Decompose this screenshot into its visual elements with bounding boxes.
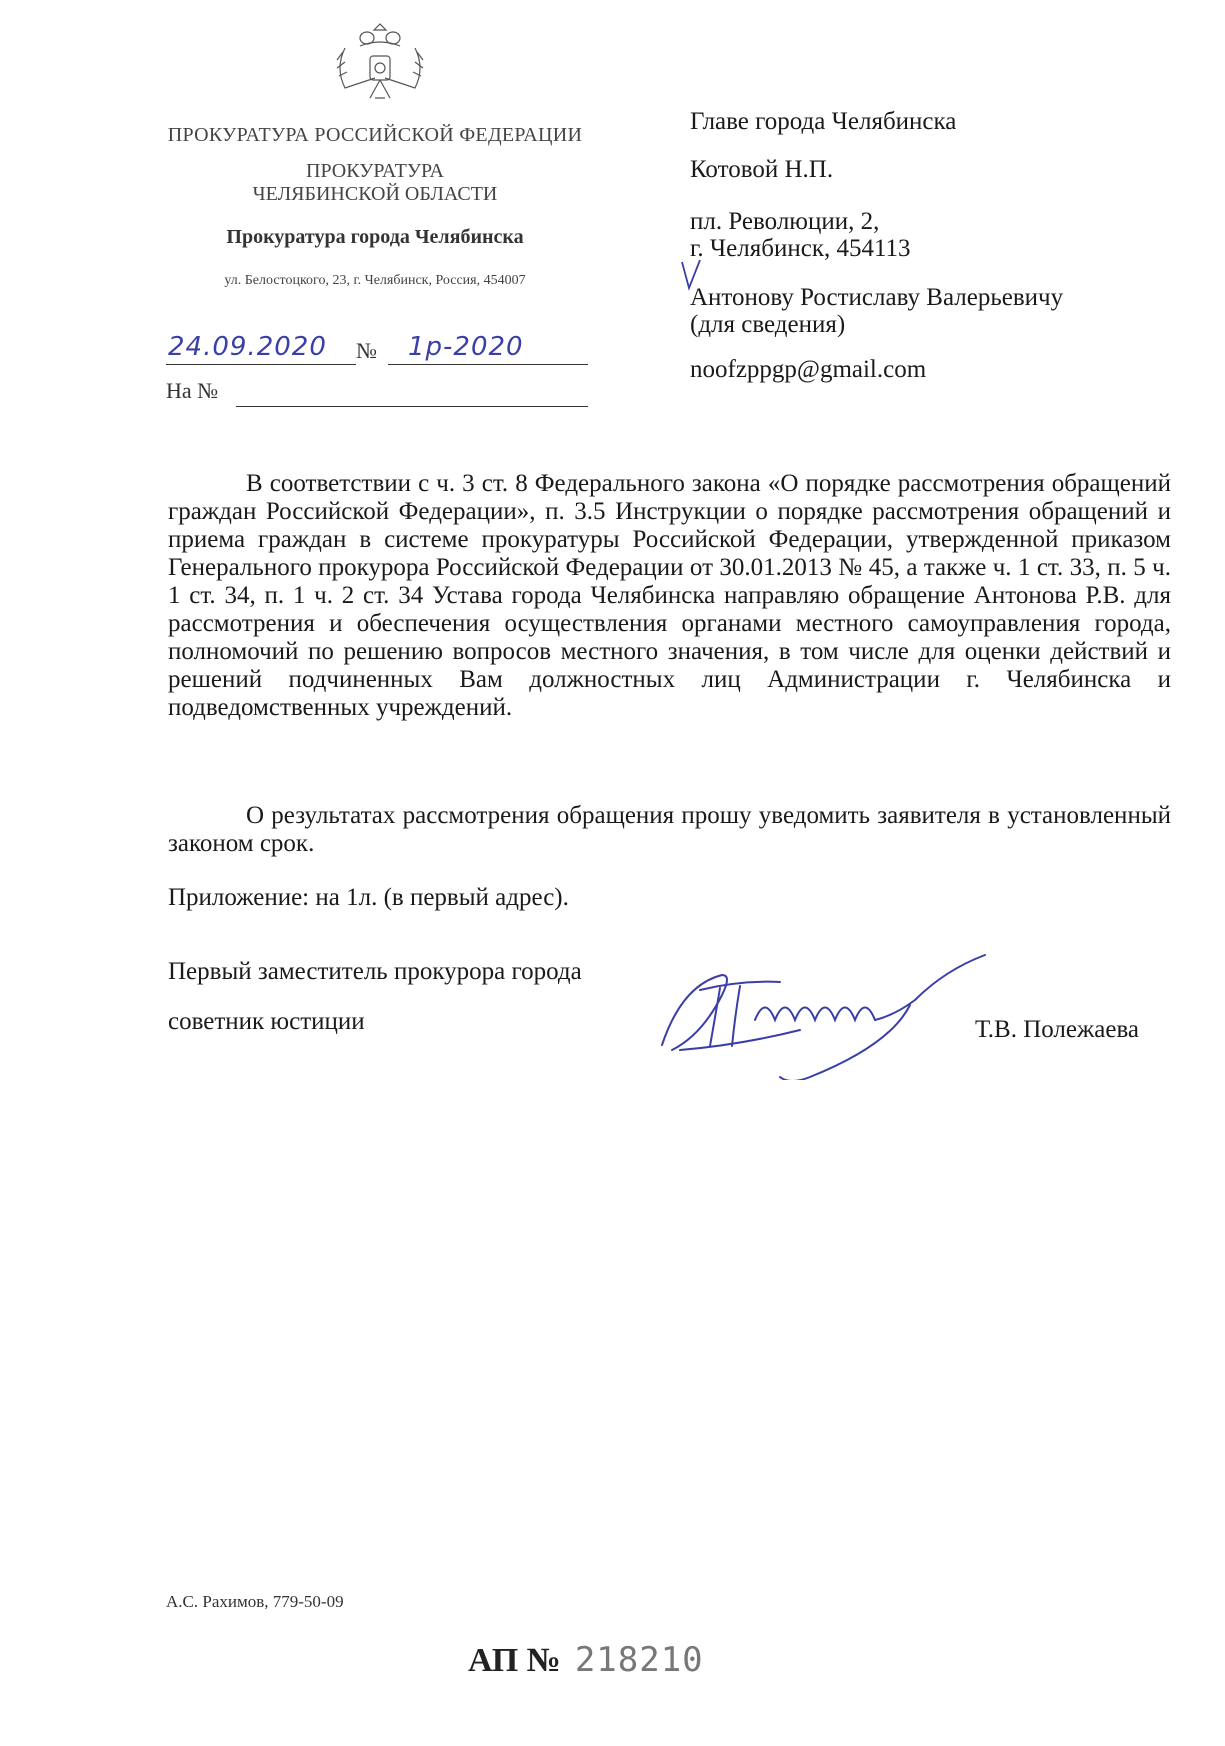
handwritten-date: 24.09.2020 xyxy=(168,332,327,362)
org-line-3: Прокуратура города Челябинска xyxy=(226,226,524,248)
registration-stamp xyxy=(468,1640,704,1680)
cc-recipient-name: Антонову Ростиславу Валерьевичу xyxy=(690,284,1064,311)
recipient-email: noofzppgp@gmail.com xyxy=(690,356,927,383)
org-line-2b: ЧЕЛЯБИНСКОЙ ОБЛАСТИ xyxy=(252,183,498,205)
org-line-2a: ПРОКУРАТУРА xyxy=(306,160,444,182)
registration-line xyxy=(166,334,588,368)
recipient-name: Котовой Н.П. xyxy=(690,156,834,183)
body-paragraph-2: О результатах рассмотрения обращения прошу уведомить заявителя в установленный законом срок. xyxy=(168,802,1171,857)
signer-position: Первый заместитель прокурора города xyxy=(168,958,582,985)
recipient-address xyxy=(690,208,911,262)
date-field xyxy=(166,334,356,365)
org-address: ул. Белостоцкого, 23, г. Челябинск, Россия, 454007 xyxy=(224,273,526,288)
recipient-address-1: пл. Революции, 2, xyxy=(690,208,880,235)
signature-icon xyxy=(660,950,1040,1080)
handwritten-number: 1р-2020 xyxy=(408,332,524,362)
reference-underline xyxy=(236,406,588,407)
stamp-number: 218210 xyxy=(574,1640,704,1680)
coat-of-arms-icon xyxy=(325,18,435,118)
reference-line xyxy=(166,378,588,408)
stamp-label: АП № xyxy=(468,1642,561,1679)
cc-recipient xyxy=(690,284,1063,338)
recipient-title: Главе города Челябинска xyxy=(690,108,957,135)
attachment-line: Приложение: на 1л. (в первый адрес). xyxy=(168,884,569,911)
cc-recipient-note: (для сведения) xyxy=(690,311,846,338)
number-sign: № xyxy=(356,338,377,363)
signer-rank: советник юстиции xyxy=(168,1008,365,1035)
signer-name: Т.В. Полежаева xyxy=(975,1016,1140,1043)
number-field xyxy=(388,334,588,365)
reference-label: На № xyxy=(166,378,219,403)
body-paragraph-1: В соответствии с ч. 3 ст. 8 Федерального закона «О порядке рассмотрения обращений граждан Российской Федерации», п. 3.5 Инструкции о порядке рассмотрения обращений и приема граждан в системе прокуратуры Российской Федерации, утвержденной приказом Генерального прокурора Российской Федерации от 30.01.2013 № 45, а также ч. 1 ст. 33, п. 5 ч. 1 ст. 34, п. 1 ч. 2 ст. 34 Устава города Челябинска направляю обращение Антонова Р.В. для рассмотрения и обеспечения осуществления органами местного самоуправления города, полномочий по решению вопросов местного значения, в том числе для оценки действий и решений подчиненных Вам должностных лиц Администрации г. Челябинска и подведомственных учреждений. xyxy=(168,470,1171,721)
recipient-address-2: г. Челябинск, 454113 xyxy=(690,235,911,262)
org-line-2 xyxy=(95,160,655,206)
org-line-1: ПРОКУРАТУРА РОССИЙСКОЙ ФЕДЕРАЦИИ xyxy=(167,124,583,146)
executor-info: А.С. Рахимов, 779-50-09 xyxy=(166,1592,344,1611)
